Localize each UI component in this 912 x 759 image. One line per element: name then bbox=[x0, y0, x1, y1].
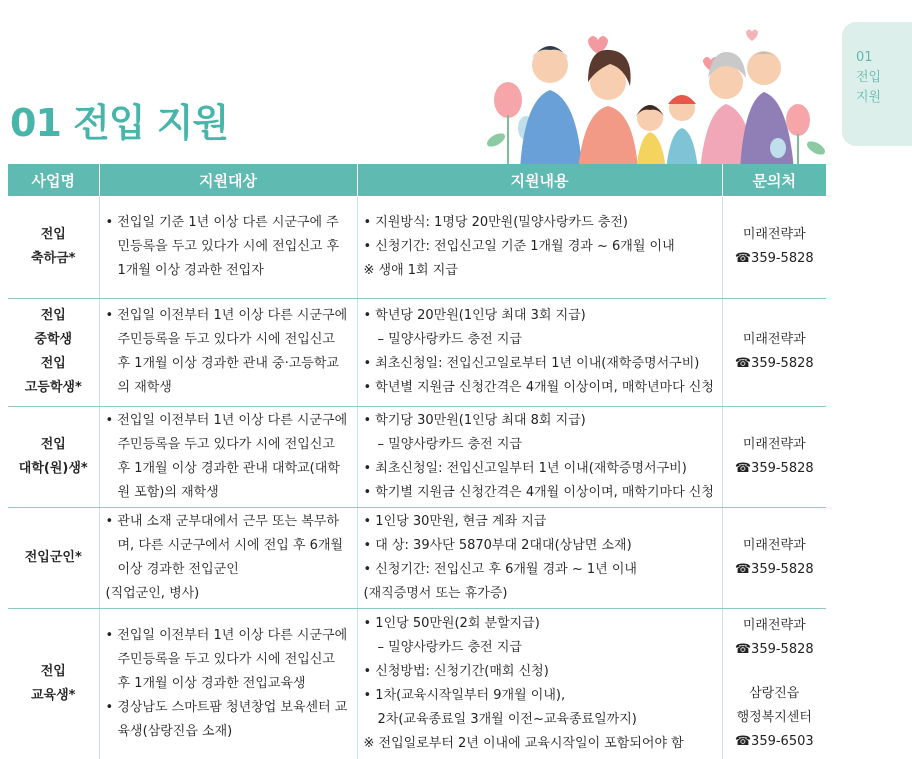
target-cell bbox=[99, 298, 357, 406]
program-name-cell bbox=[8, 507, 99, 608]
support-table bbox=[8, 164, 826, 759]
target-cell bbox=[99, 608, 357, 759]
side-tab-label[interactable]: 01 전입 지원 bbox=[842, 22, 912, 146]
program-name: 전입군인* bbox=[24, 549, 82, 565]
header-program-name: 사업명 bbox=[8, 164, 99, 196]
content-cell bbox=[357, 507, 722, 608]
header-contact: 문의처 bbox=[722, 164, 826, 196]
text-line: 미래전략과 bbox=[742, 226, 806, 242]
text-line: (재직증명서 또는 휴가증) bbox=[363, 585, 508, 601]
text-line: 미래전략과 bbox=[742, 436, 806, 452]
program-name: 전입 bbox=[40, 308, 66, 323]
sub-item: – 밀양사랑카드 충전 지급 bbox=[377, 332, 522, 347]
sub-item: – 밀양사랑카드 충전 지급 bbox=[377, 436, 522, 452]
target-cell bbox=[99, 196, 357, 298]
content-cell bbox=[357, 298, 722, 406]
text-line: ☎359-5828 bbox=[734, 356, 814, 371]
program-name: 고등학생* bbox=[24, 380, 82, 395]
spacer bbox=[729, 662, 821, 682]
text-line: 미래전략과 bbox=[742, 537, 806, 553]
bullet-item: • 학기별 지원금 신청간격은 4개월 이상이며, 매학기마다 신청 bbox=[363, 484, 714, 500]
table-row bbox=[8, 196, 826, 298]
program-name: 교육생* bbox=[31, 687, 76, 703]
program-name: 전입 bbox=[40, 356, 66, 371]
bullet-item: • 학년당 20만원(1인당 최대 3회 지급) bbox=[363, 308, 586, 323]
bullet-item: • 대 상: 39사단 5870부대 2대대(상남면 소재) bbox=[363, 537, 632, 553]
program-name-cell bbox=[8, 406, 99, 507]
content-cell bbox=[357, 196, 722, 298]
text-line: 행정복지센터 bbox=[736, 709, 812, 725]
contact-cell bbox=[722, 507, 826, 608]
text-line: ☎359-6503 bbox=[734, 733, 814, 749]
text-line: ☎359-5828 bbox=[734, 641, 814, 657]
table-row bbox=[8, 298, 826, 406]
text-line: 삼랑진읍 bbox=[749, 685, 800, 701]
contact-cell bbox=[722, 608, 826, 759]
bullet-item: • 신청기간: 전입신고 후 6개월 경과 ~ 1년 이내 bbox=[363, 561, 637, 577]
program-name-cell bbox=[8, 608, 99, 759]
content-cell bbox=[357, 608, 722, 759]
bullet-item: • 학기당 30만원(1인당 최대 8회 지급) bbox=[363, 412, 586, 428]
bullet-item: • 전입일 이전부터 1년 이상 다른 시군구에 주민등록을 두고 있다가 시에 전입신고 후 1개월 이상 경과한 전입교육생 bbox=[105, 627, 348, 691]
bullet-item: • 신청기간: 전입신고일 기준 1개월 경과 ~ 6개월 이내 bbox=[363, 238, 675, 254]
header-content: 지원내용 bbox=[357, 164, 722, 196]
text-line: ☎359-5828 bbox=[734, 561, 814, 577]
bullet-item: • 1인당 30만원, 현금 계좌 지급 bbox=[363, 513, 547, 529]
bullet-item: • 최초신청일: 전입신고일로부터 1년 이내(재학증명서구비) bbox=[363, 356, 700, 371]
text-line: 미래전략과 bbox=[742, 617, 806, 633]
table-row bbox=[8, 406, 826, 507]
bullet-item: • 전입일 이전부터 1년 이상 다른 시군구에 주민등록을 두고 있다가 시에 전입신고 후 1개월 이상 경과한 관내 대학교(대학원 포함)의 재학생 bbox=[105, 412, 348, 500]
text-line: (직업군인, 병사) bbox=[105, 585, 200, 601]
bullet-item: • 학년별 지원금 신청간격은 4개월 이상이며, 매학년마다 신청 bbox=[363, 380, 714, 395]
text-line: ※ 전입일로부터 2년 이내에 교육시작일이 포함되어야 함 bbox=[363, 735, 684, 751]
content-cell bbox=[357, 406, 722, 507]
text-line: 미래전략과 bbox=[742, 332, 806, 347]
family-illustration-icon bbox=[478, 20, 828, 170]
contact-cell bbox=[722, 298, 826, 406]
page-title: 01 전입 지원 bbox=[10, 101, 229, 145]
bullet-item: • 1차(교육시작일부터 9개월 이내), bbox=[363, 687, 566, 703]
text-line: ☎359-5828 bbox=[734, 460, 814, 476]
program-name: 중학생 bbox=[34, 332, 73, 347]
bullet-item: • 신청방법: 신청기간(매회 신청) bbox=[363, 663, 549, 679]
sub-item: – 밀양사랑카드 충전 지급 bbox=[377, 639, 522, 655]
program-name: 전입 bbox=[40, 663, 66, 679]
table-header-row bbox=[8, 164, 826, 196]
sub-item: 2차(교육종료일 3개월 이전~교육종료일까지) bbox=[377, 711, 637, 727]
bullet-item: • 관내 소재 군부대에서 근무 또는 복무하며, 다른 시군구에서 시에 전입 후 6개월 이상 경과한 전입군인 bbox=[105, 513, 344, 577]
target-cell bbox=[99, 406, 357, 507]
program-name: 전입 bbox=[40, 226, 66, 242]
table-row bbox=[8, 507, 826, 608]
program-name-cell bbox=[8, 196, 99, 298]
bullet-item: • 경상남도 스마트팜 청년창업 보육센터 교육생(삼랑진읍 소재) bbox=[105, 699, 348, 739]
bullet-item: • 전입일 이전부터 1년 이상 다른 시군구에 주민등록을 두고 있다가 시에 전입신고 후 1개월 이상 경과한 관내 중·고등학교의 재학생 bbox=[105, 308, 348, 395]
target-cell bbox=[99, 507, 357, 608]
header-target: 지원대상 bbox=[99, 164, 357, 196]
text-line: ※ 생애 1회 지급 bbox=[363, 262, 458, 278]
text-line: ☎359-5828 bbox=[734, 250, 814, 266]
bullet-item: • 1인당 50만원(2회 분할지급) bbox=[363, 615, 540, 631]
table-row bbox=[8, 608, 826, 759]
program-name: 축하금* bbox=[31, 250, 76, 266]
bullet-item: • 최초신청일: 전입신고일부터 1년 이내(재학증명서구비) bbox=[363, 460, 687, 476]
contact-cell bbox=[722, 196, 826, 298]
bullet-item: • 지원방식: 1명당 20만원(밀양사랑카드 충전) bbox=[363, 214, 628, 230]
program-name-cell bbox=[8, 298, 99, 406]
program-name: 전입 bbox=[40, 436, 66, 452]
contact-cell bbox=[722, 406, 826, 507]
bullet-item: • 전입일 기준 1년 이상 다른 시군구에 주민등록을 두고 있다가 시에 전입신고 후 1개월 이상 경과한 전입자 bbox=[105, 214, 340, 278]
program-name: 대학(원)생* bbox=[18, 460, 88, 476]
